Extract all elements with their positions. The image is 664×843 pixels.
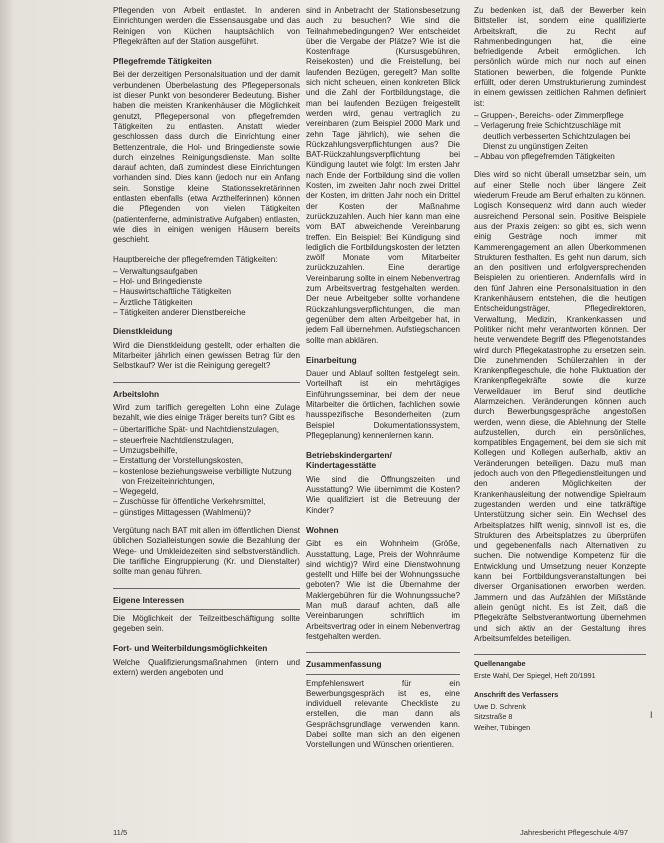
col1-arbeitslohn-text: Wird zum tariflich geregelten Lohn eine Zulage bezahlt, wie dies einige Träger bereits tun? Gibt es (113, 402, 300, 423)
list-item: – Umzugsbeihilfe, (113, 446, 300, 456)
list-zulagen (113, 425, 300, 518)
col1-fort-text: Welche Qualifizierungsmaßnahmen (intern und extern) werden angeboten und (113, 657, 300, 678)
list-item: – Zuschüsse für öffentliche Verkehrsmittel, (113, 497, 300, 507)
heading-fortbildung: Fort- und Weiterbildungsmöglichkeiten (113, 643, 268, 654)
list-item: – übertarifliche Spät- und Nachtdienstzulagen, (113, 425, 300, 435)
list-pflegefremd (113, 267, 300, 318)
section-divider (113, 609, 300, 610)
list-item: – günstiges Mittagessen (Wahlmenü)? (113, 508, 300, 518)
col1-taetigkeiten-text: Bei der derzeitigen Personalsituation und der damit verbundenen Überbelastung des Pflegepersonals ist dieser Punkt von besonderer Bedeutung. Bisher haben die meisten Krankenhäuser die Möglichkeit genutzt, Pflegepersonal von pflegefremden Tätigkeiten zu entlasten. Anstatt wieder geschlossen dass durch die Einrichtung einer Bettenzentrale, die Hol- und Bringedienste sowie durch einzelnes Reinigungsdienste. Man sollte darauf achten, daß zumindest diese Einrichtungen vorhanden sind. Dies kann (jedoch nur ein Anfang sein. Sonstige kleine Stationssekretärinnen entlasten ebenfalls (etwa Arzthelferinnen) können die Pflegenden von vielen Tätigkeiten (patientenferne, administrative Aufgaben) entlasten, wie dies in einigen wenigen Häusern bereits geschieht. (113, 70, 300, 245)
section-divider (474, 654, 646, 655)
col1-verguetung-text: Vergütung nach BAT mit allen im öffentlichen Dienst üblichen Sozialleistungen sowie die Bezahlung der Wege- und Umkleidezeiten sind selbstverständlich. Die tarifliche Eingruppierung (Kr. und Dienstalter) sollte man genau führen. (113, 526, 300, 577)
heading-dienstkleidung: Dienstkleidung (113, 326, 173, 337)
section-divider (113, 382, 300, 383)
list-item: – Erstattung der Vorstellungskosten, (113, 456, 300, 466)
col3-body: Dies wird so nicht überall umsetzbar sein, um auf einer Stelle noch über längere Zeit wiederum Freude am Beruf erhalten zu können. Logisch Konsequenz wird dann auch wieder ausreichend Personal sein. Positive Beispiele aus der Praxis zeigen: so gibt es, sich wenn einig Gesträge noch immer mit Kammerengagement an allen Überkommenen Strukturen festhalten. Es geht nun darum, sich an den positiven und erfolgversprechenden Beispielen zu orientieren. Andernfalls wird in den fünf Jahren eine Personalsituation in den Krankenhäusern entstehen, die die heutigen Entscheidungsträger, Pflegedirektoren, Verwaltung, Medizin, Krankenkassen und Politiker nicht mehr verantworten können. Der heute verwendete Begriff des Pflegenotstandes wird durch Pflegekatastrophe zu ersetzen sein. Die zunehmenden Schülerzahlen in der Krankenpflegeschule, die hohe Fluktuation der Krankenpflegekräfte sowie die kurze Verweildauer im Beruf sind deutliche Alarmzeichen. Veränderungen können auch durch Bewerbungsgespräche angestoßen werden, wenn diese, die Ablehnung der Stelle aufzustellen, durch ein persönliches, kompatibles Engagement, bei dem sie sich mit Kollegen und Kollegen außerhalb, aktiv an Veränderungen beteiligen. Dazu muß man jedoch auch von den Pflegedienstleitungen und den anderen Möglichkeiten der Krankenhausleitung der notwendige Spielraum zugestanden werden und eine tatkräftige Unterstützung sicher sein. Ein Wechsel des Arbeitsplatzes hilft wenig, sinnvoll ist es, die Strukturen des Arbeitsplatzes zu überprüfen und gegebenenfalls nach Alternativen zu suchen. Die notwendige Kompetenz für die Entwicklung und Umsetzung neuer Konzepte kann bei Fortbildungsveranstaltungen bei diverser Organisationen erworben werden. Jammern und das Aufzählen der Mißstände allein genügt nicht. Es ist Zeit, daß die Pflegekräfte Selbstverantwortung übernehmen und sich aktiv an der Gestaltung ihres Arbeitsumfeldes beteiligen. (474, 170, 646, 643)
heading-zusammenfassung: Zusammenfassung (306, 659, 382, 670)
list-item: – Verwaltungsaufgaben (113, 267, 300, 277)
col1-intro: Pflegenden von Arbeit entlastet. In anderen Einrichtungen werden die Essensausgabe und das Reinigen von Küchen hauptsächlich von Pflegekräften auf der Station ausgeführt. (113, 6, 300, 46)
heading-arbeitslohn: Arbeitslohn (113, 388, 160, 399)
list-forderungen (474, 111, 646, 162)
col2-einarbeitung-text: Dauer und Ablauf sollten festgelegt sein. Vorteilhaft ist ein mehrtägiges Einführungsseminar, bei dem der neue Mitarbeiter die örtlichen, fachlichen sowie hausspezifische Besonderheiten (zum Beispiel Dokumentationssystem, Pflegeplanung) kennenlernen kann. (306, 369, 460, 440)
list-item: – Hol- und Bringedienste (113, 277, 300, 287)
section-divider (306, 674, 460, 675)
list-item: – Tätigkeiten anderer Dienstbereiche (113, 308, 300, 318)
heading-eigene-interessen: Eigene Interessen (113, 594, 185, 605)
column-1 (113, 6, 300, 818)
list-item: – Wegegeld, (113, 487, 300, 497)
list-item: – Verlagerung freie Schichtzuschläge mit deutlich verbesserten Schichtzulagen bei Dienst zu ungünstigen Zeiten (474, 121, 646, 152)
section-divider (113, 588, 300, 589)
author-address-label: Anschrift des Verfassers (474, 689, 559, 699)
col2-kinder-text: Wie sind die Öffnungszeiten und Ausstattung? Wie übernimmt die Kosten? Wie qualifiziert ist die Betreuung der Kinder? (306, 474, 460, 515)
list-item: – steuerfreie Nachtdienstzulagen, (113, 436, 300, 446)
list-item: – kostenlose beziehungsweise verbilligte Nutzung von Freizeiteinrichtungen, (113, 467, 300, 488)
heading-einarbeitung: Einarbeitung (306, 354, 357, 365)
col2-wohnen-text: Gibt es ein Wohnheim (Größe, Ausstattung, Lage, Preis der Wohnräume sind wichtig)? Wird eine Dienstwohnung gestellt und Hilfe bei der Wohnungssuche geboten? Wie ist die Übernahme der Maklergebühren für die Wohnungssuche? Man muß darauf achten, daß alle Vereinbarungen schriftlich im Arbeitsvertrag oder in einem Nebenvertrag festgehalten werden. (306, 539, 460, 641)
column-2 (306, 6, 460, 818)
author-address (474, 702, 646, 733)
journal-footer: Jahresbericht Pflegeschule 4/97 (520, 828, 629, 837)
source-label: Quellenangabe (474, 659, 526, 669)
col1-dienstkleidung-text: Wird die Dienstkleidung gestellt, oder erhalten die Mitarbeiter jährlich einen gewissen Betrag für den Selbstkauf? Wer ist die Reinigung geregelt? (113, 340, 300, 371)
list-item: – Abbau von pflegefremden Tätigkeiten (474, 152, 646, 162)
list-item: – Hauswirtschaftliche Tätigkeiten (113, 287, 300, 297)
page-fold-shadow (0, 0, 14, 843)
list-item: – Ärztliche Tätigkeiten (113, 298, 300, 308)
heading-pflegefremde-taetigkeiten: Pflegefremde Tätigkeiten (113, 56, 212, 67)
address-line: Weiher, Tübingen (474, 722, 531, 732)
section-divider (306, 652, 460, 653)
address-line: Uwe D. Schrenk (474, 702, 526, 711)
col2-zusammen-text: Empfehlenswert für ein Bewerbungsgespräch ist es, eine individuell relevante Checkliste zu erstellen, die man dann als Gesprächsgrundlage verwenden kann. Dabei sollte man sich an den eigenen Vorstellungen und Wünschen orientieren. (306, 678, 460, 750)
column-3 (474, 6, 646, 818)
list-item: – Gruppen-, Bereichs- oder Zimmerpflege (474, 111, 646, 121)
heading-kindergarten: Betriebskindergarten/ Kindertagesstätte (306, 450, 392, 471)
heading-wohnen: Wohnen (306, 524, 339, 535)
col1-eigene-text: Die Möglichkeit der Teilzeitbeschäftigung sollte gegeben sein. (113, 613, 300, 634)
col2-intro: sind in Anbetracht der Stationsbesetzung auch zu besuchen? Wie sind die Teilnahmebedingungen? Wer entscheidet über die Vergabe der Plätze? Wie ist die Kostenfrage (Kursusgebühren, Reisekosten) und die Freistellung, bei laufenden Bezügen, geregelt? Man sollte sich nicht scheuen, einen konkreten Blick und die Zahl der Fortbildungstage, die man bei laufenden Bezügen freigestellt werden wird, genau vertraglich zu vereinbaren (zum Beispiel 2000 Mark und zehn Tage jährlich), wie sehen die Rückzahlungsverpflichtungen aus? Die BAT-Rückzahlungsverpflichtung bei Kündigung lautet wie folgt: Im ersten Jahr nach Ende der Fortbildung sind die vollen Kosten, im zweiten Jahr noch zwei Drittel der Kosten, im dritten Jahr noch ein Drittel der Kosten der Maßnahme zurückzuzahlen. Auch hier kann man eine vom BAT abweichende Vereinbarung treffen. Ein Beispiel: Bei Kündigung sind lediglich die Fortbildungskosten der letzten zwölf Monate vom Mitarbeiter zurückzuzahlen. Eine derartige Vereinbarung sollte in einem Nebenvertrag zum Arbeitsvertrag festgehalten werden. Der neue Arbeitgeber sollte vorhandene Rückzahlungsverpflichtungen, die man gegenüber dem alten Arbeitgeber hat, in jedem Fall übernehmen. Aufstiegschancen sollte man abklären. (306, 6, 460, 345)
col1-hauptbereiche: Hauptbereiche der pflegefremden Tätigkeiten: (113, 254, 278, 264)
corner-mark: I (650, 710, 653, 720)
page-number: 11/5 (113, 828, 128, 837)
col3-intro: Zu bedenken ist, daß der Bewerber kein Bittsteller ist, sondern eine qualifizierte Arbeitskraft, die zu Recht auf Rahmenbedingungen hat, die eine befriedigende Arbeit ermöglichen. Ich persönlich würde mich nur noch auf einen Stationen bewerben, die folgende Punkte erfüllt, oder deren Umstrukturierung zumindest in einem gewissen zeitlichen Rahmen definiert ist: (474, 6, 646, 108)
source-text: Erste Wahl, Der Spiegel, Heft 20/1991 (474, 671, 596, 681)
address-line: Sitzstraße 8 (474, 712, 513, 722)
